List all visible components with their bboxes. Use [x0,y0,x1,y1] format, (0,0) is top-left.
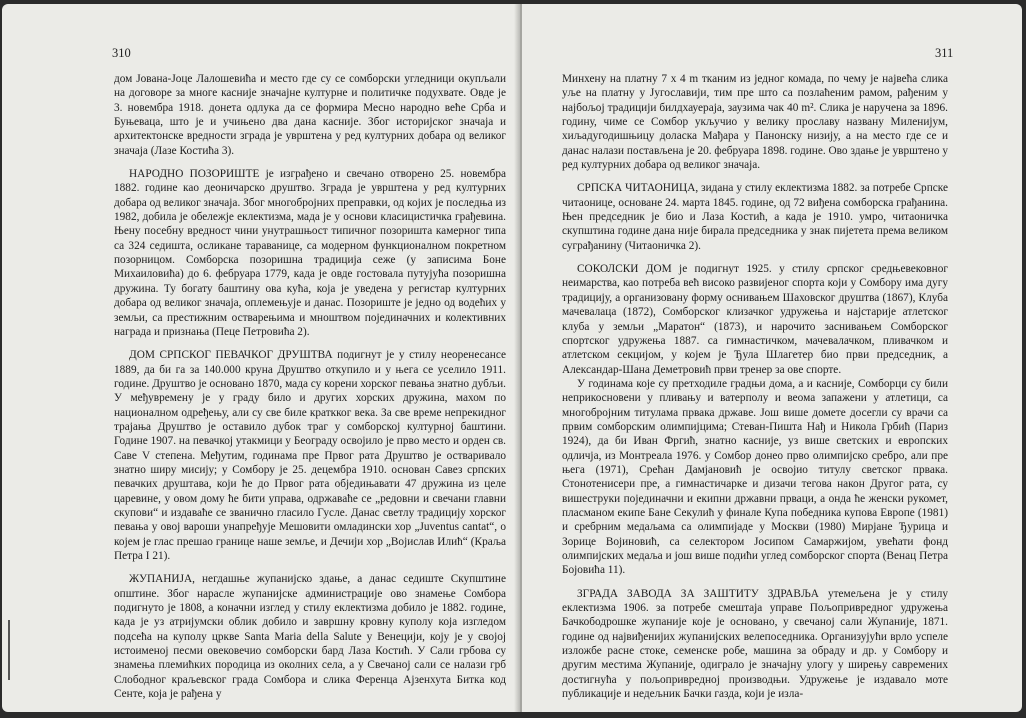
paragraph: ДОМ СРПСКОГ ПЕВАЧКОГ ДРУШТВА подигнут је у стилу неоренесансе 1889, да би га за 140.000 круна Друштво откупило и у њега се уселило 1911. године. Друштво је основано 1870, мада су корени хорског певања знатно дубљи. У међувремену је у граду било и других хорских дружина, махом по националном одређењу, али су све биле краткког века. За све време непрекидног трајања Друштво је оставило дубок траг у сомборској културној баштини. Године 1907. на певачкој утакмици у Београду освојило је прво место и орден св. Саве V степена. Међутим, годинама пре Првог рата Друштво је остваривало знатно ширу мисију; у Сомбору је 25. децембра 1910. основан Савез српских певачких друштава, који ће до Првог рата обједињавати 47 дружина из целе царевине, у овом дому ће бити управа, одржаваће се „редовни и свечани главни скупови“ и издаваће се званично гласило Гусле. Данас светлу традицију хорског певања у овој вароши унапређује Мешовити омладински хор „Juventus cantat“, о којем је глас прешао границе наше земље, и Дечији хор „Војислав Илић“ (Краља Петра I 21). [114,349,506,562]
paragraph: СОКОЛСКИ ДОМ је подигнут 1925. у стилу српског средњевековног неимарства, као потреба већ високо развијеног спорта који у Сомбору има дугу традицију, а организовану форму оснивањем Шаховског друштва (1867), Клуба мачевалаца (1872), Сомборског клизачког удружења и најстарије атлетског клуба у земљи „Маратон“ (1873), и нарочито заснивањем Сомборског спортског удружења 1887. са гимнастичком, мачевалачком, пливачком и атлетском секцијом, у којем је Ђула Шлагетер био први председник, а Александар-Шана Деметровић први тренер за ове спорте. [562,263,948,376]
right-page-text [562,72,948,701]
left-page-text [114,72,506,701]
left-edge-mark [8,620,10,680]
right-page [522,4,1022,712]
right-page-number: 311 [935,46,954,60]
paragraph: Минхену на платну 7 х 4 m тканим из једног комада, по чему је највећа слика уље на платну у Југославији, тим пре што са позлаћеним рамом, рађеним у најбољој традицији билдхауераја, заузима чак 40 m². Слика је наручена за 1896. годину, чиме се Сомбор укључио у велику прославу названу Миленијум, хиљадугодишњицу доласка Мађара у Панонску низију, а на место где се и данас налази постављена је 20. фебруара 1898. године. Ово здање је уврштено у ред културних добара од великог значаја. [562,73,948,172]
paragraph: ЖУПАНИЈА, негдашње жупанијско здање, а данас седиште Скупштине општине. Због нарасле жупанијске администрације ово знамење Сомбора подигнуто је 1808, а коначни изглед у стилу еклектизма добило је 1882. године, када је уз атријумски облик добило и завршну кровну куполу која изгледом подсећа на куполу цркве Santa Maria della Salute у Венецији, коју је у својој истоименој песми овековечио сомборски бард Лаза Костић. У Сали грбова су знамења племићких породица из околних села, а у Свечаној сали се налази грб Слободног краљевског града Сомбора и слика Ференца Ајзенхута Битка код Сенте, која је рађена у [114,573,506,701]
paragraph: НАРОДНО ПОЗОРИШТЕ је изграђено и свечано отворено 25. новембра 1882. године као деоничарско друштво. Зграда је уврштена у ред културних добара од великог значаја. Због многобројних преправки, од којих је последња из 1982, добила је обележје еклектизма, мада је у основи класицистичка грађевина. Њену посебну вредност чини унутрашњост типичног позоришта камерног типа са 324 седишта, осликане тараванице, са модерном функционалном покретном позорницом. Сомборска позоришна традиција сеже (у записима Боне Михаиловића) до 6. фебруара 1779, када је овде гостовала путујућа позоришна дружина. Ту богату баштину ова кућа, која је уведена у регистар културних добара од великог значаја, оплемењује и данас. Позориште је једно од водећих у земљи, са престижним остварењима и мноштвом појединачних и колективних награда и признања (Пеце Петровића 2). [114,168,506,338]
left-page [2,4,520,712]
paragraph: дом Јована-Јоце Лалошевића и место где су се сомборски угледници окупљали на договоре за многе касније значајне културне и политичке подухвате. Овде је 3. новембра 1918. донета одлука да се формира Месно народно веће Срба и Буњеваца, што је и учињено два дана касније. Због историјског значаја и архитектонске вредности зграда је уврштена у ред културних добара од великог значаја (Лазе Костића 3). [114,73,506,157]
paragraph: СРПСКА ЧИТАОНИЦА, зидана у стилу еклектизма 1882. за потребе Српске читаонице, основане 24. марта 1845. године, од 72 виђена сомборска грађанина. Њен председник је био и Лаза Костић, а када је 1910. умро, читаоничка скупштина године дана није бирала председника у знак пијетета према великом суграђанину (Читаоничка 2). [562,182,948,252]
paragraph: ЗГРАДА ЗАВОДА ЗА ЗАШТИТУ ЗДРАВЉА утемељена је у стилу еклектизма 1906. за потребе смештаја управе Пољопривредног удружења Бачкободрошке жупаније које је основано, у свечаној сали Жупаније, 1871. године од највиђенијих жупанијских велепоседника. Организујући врло успеле изложбе расне стоке, семенске робе, машина за обраду и др. у Сомбору и другим местима Жупаније, одиграло је значајну улогу у ширењу савремених достигнућа у пољопривредној производњи. Удружење је издавало моте публикације и недељник Бачки газда, који је изла- [562,587,948,701]
left-page-number: 310 [112,46,131,60]
paragraph: У годинама које су претходиле градњи дома, а и касније, Сомборци су били неприкосновени у пливању и ватерполу и веома запажени у атлетици, са многобројним титулама првака државе. Још више домете досегли су врачи са првим сомборским олимпијцима; Стеван-Пишта Нађ и Никола Грбић (Париз 1924), да би Иван Фргић, знатно касније, уз више светских и европских одличја, из Монтреала 1976. у Сомбор донео прво олимпијско сребро, али пре њега (1971), Срећан Дамјановић је освојио титулу светског првака. Стонотениcери пре, а гимнастичарке и дизачи тегова након Другог рата, су вишеструки појединачни и екипни државни прваци, а онда ће женски рукомет, пласманом екипе Бане Секулић у финале Купа победника купова Европе (1981) и сребрним медаљама са олимпијаде у Москви (1980) Мирјане Ђурица и Зорице Војиновић, са селектором Јосипом Самаржијом, увећати фонд олимпијских медаља и још више подићи углед сомборског спорта (Венац Петра Бојовића 11). [562,377,948,577]
